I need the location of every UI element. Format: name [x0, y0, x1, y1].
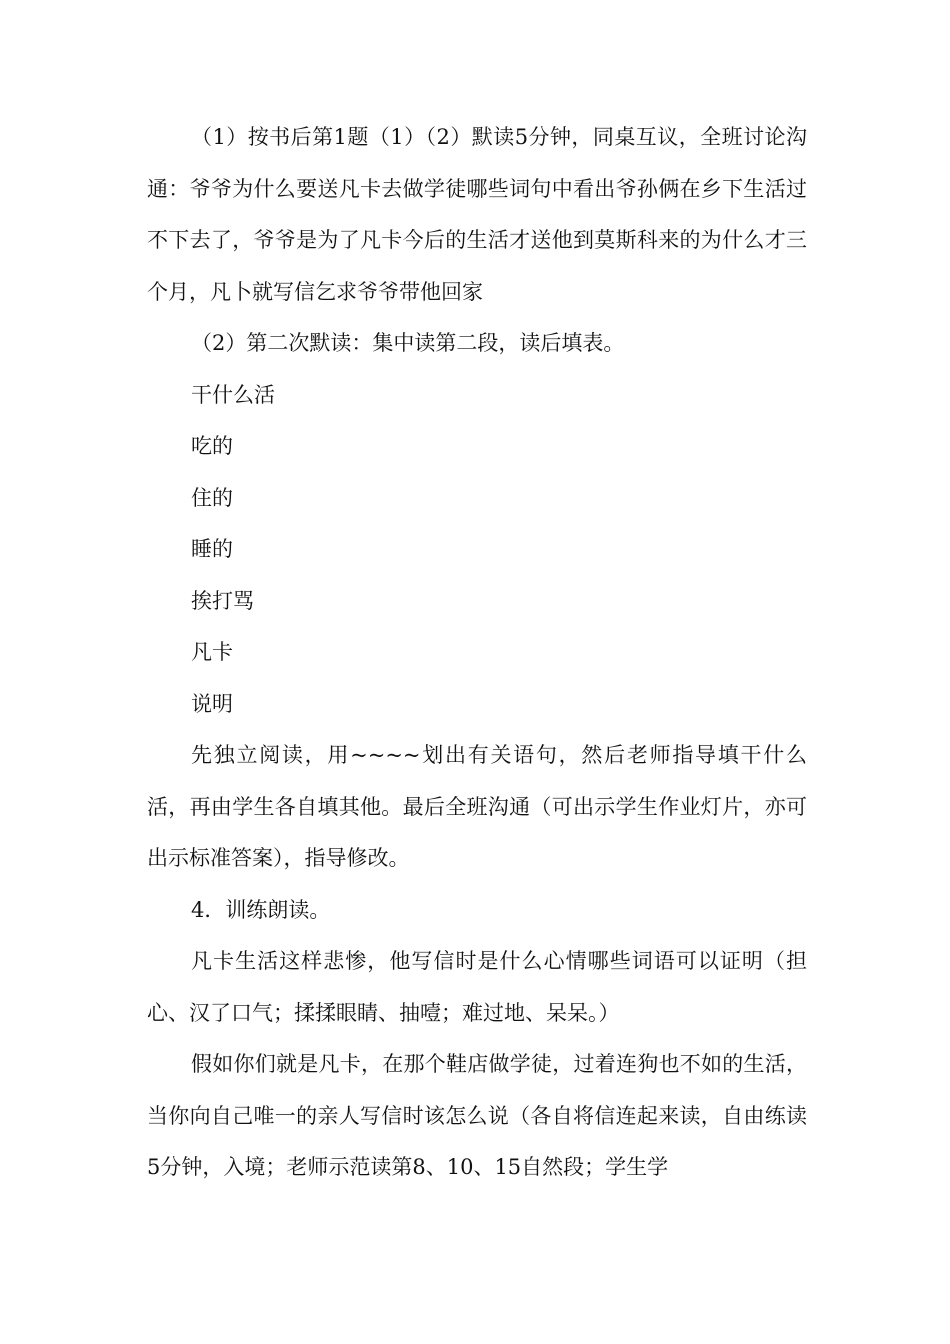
paragraph-independent-reading: 先独立阅读，用~~~~划出有关语句，然后老师指导填干什么活，再由学生各自填其他。最后全班沟通（可出示学生作业灯片，亦可出示标准答案），指导修改。	[147, 743, 807, 870]
table-item-explanation: 说明	[191, 691, 233, 716]
table-item-work: 干什么活	[191, 382, 275, 407]
paragraph-vanka-mood: 凡卡生活这样悲惨，他写信时是什么心情哪些词语可以证明（担心、汉了口气；揉揉眼睛、抽噎；难过地、呆呆。）	[147, 949, 807, 1025]
paragraph-question-1: （1）按书后第1题（1）（2）默读5分钟，同桌互议，全班讨论沟通：爷爷为什么要送凡卡去做学徒哪些词句中看出爷孙俩在乡下生活过不下去了，爷爷是为了凡卡今后的生活才送他到莫斯科来的为什么才三个月，凡卜就写信乞求爷爷带他回家	[147, 125, 807, 304]
paragraph-second-reading: （2）第二次默读：集中读第二段，读后填表。	[191, 331, 625, 355]
table-item-vanka: 凡卡	[191, 640, 233, 664]
section-heading-reading-training: 4．训练朗读。	[191, 897, 331, 922]
document-body	[147, 112, 807, 1194]
paragraph-imagine-vanka: 假如你们就是凡卡，在那个鞋店做学徒，过着连狗也不如的生活，当你向自己唯一的亲人写信时该怎么说（各自将信连起来读，自由练读5分钟，入境；老师示范读第8、10、15自然段；学生学	[147, 1052, 807, 1179]
table-item-beaten: 挨打骂	[191, 588, 254, 613]
table-item-food: 吃的	[191, 434, 233, 458]
table-item-lodging: 住的	[191, 485, 233, 510]
table-item-sleep: 睡的	[191, 537, 233, 561]
